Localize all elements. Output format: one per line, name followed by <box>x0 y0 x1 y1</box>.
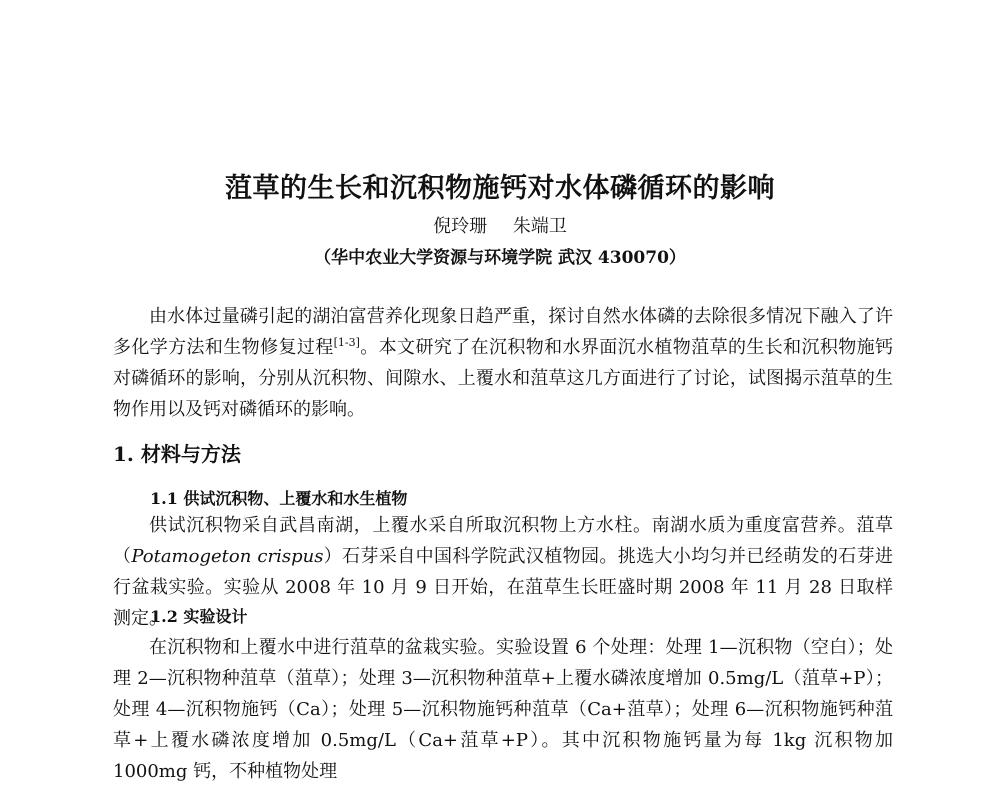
materials-text: 供试沉积物采自武昌南湖，上覆水采自所取沉积物上方水柱。南湖水质为重度富营养。菹草（ <box>113 515 893 567</box>
species-name: Potamogeton crispus <box>131 546 324 567</box>
section-heading-methods: 1. 材料与方法 <box>113 442 241 466</box>
citation-ref: [1-3] <box>333 336 360 349</box>
design-paragraph: 在沉积物和上覆水中进行菹草的盆栽实验。实验设置 6 个处理：处理 1—沉积物（空白）；处理 2—沉积物种菹草（菹草）；处理 3—沉积物种菹草+上覆水磷浓度增加 0.5mg/L（菹草+P）；处理 4—沉积物施钙（Ca）；处理 5—沉积物施钙种菹草（Ca+菹草）；处理 6—沉积物施钙种菹草+上覆水磷浓度增加 0.5mg/L（Ca+菹草+P）。其中沉积物施钙量为每 1kg 沉积物加 1000mg 钙，不种植物处理 <box>113 637 893 782</box>
affiliation: （华中农业大学资源与环境学院 武汉 430070） <box>314 248 686 268</box>
author-name: 倪玲珊 <box>433 216 488 237</box>
intro-paragraph <box>113 301 893 425</box>
author-list <box>0 212 1000 238</box>
intro-text-cont: 。本文研究了在沉积物和水界面沉水植物菹草的生长和沉积物施钙对磷循环的影响，分别从沉积物、间隙水、上覆水和菹草这几方面进行了讨论，试图揭示菹草的生物作用以及钙对磷循环的影响。 <box>113 337 894 420</box>
intro-text: 由水体过量磷引起的湖泊富营养化现象日趋严重，探讨自然水体磷的去除很多情况下融入了许多化学方法和生物修复过程 <box>113 306 893 358</box>
author-name: 朱端卫 <box>512 216 567 237</box>
materials-text-cont: ）石芽采自中国科学院武汉植物园。挑选大小均匀并已经萌发的石芽进行盆栽实验。实验从 2008 年 10 月 9 日开始，在菹草生长旺盛时期 2008 年 11 月 28 日取样测定。 <box>113 546 894 629</box>
subsection-heading-materials: 1.1 供试沉积物、上覆水和水生植物 <box>150 489 408 508</box>
paper-title: 菹草的生长和沉积物施钙对水体磷循环的影响 <box>225 173 775 205</box>
subsection-heading-design: 1.2 实验设计 <box>150 607 248 626</box>
